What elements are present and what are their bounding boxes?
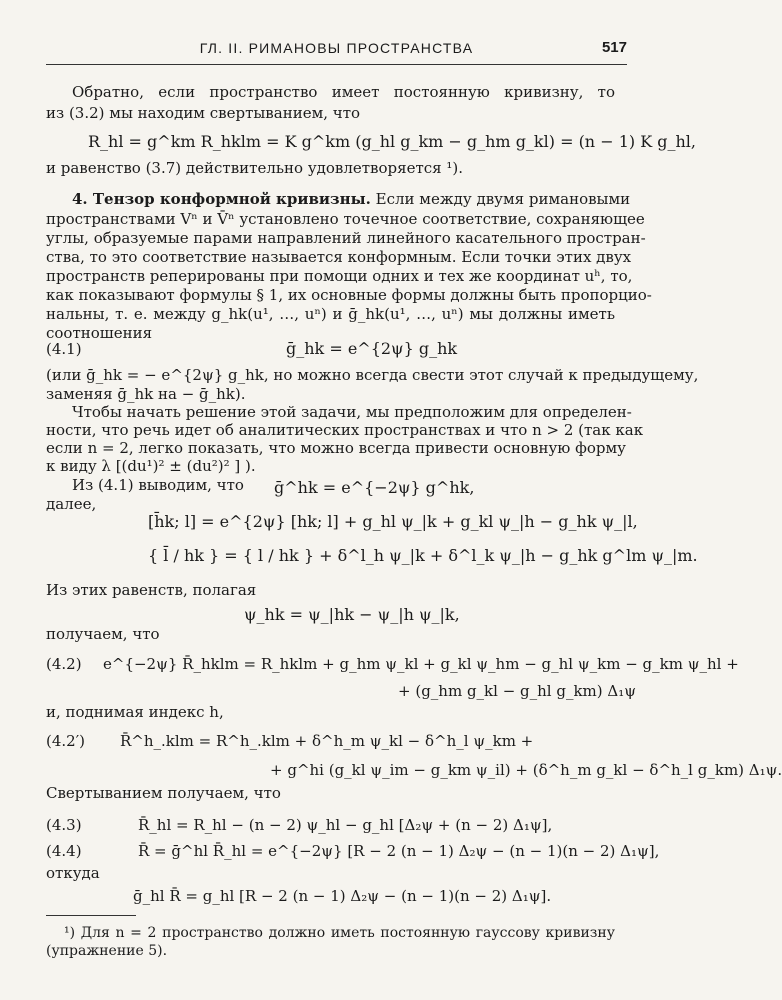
line-raise-index: и, поднимая индекс h, <box>46 703 224 721</box>
para1-line1: Обратно, если пространство имеет постоянную кривизну, то <box>72 83 615 101</box>
word-dalee: далее, <box>46 495 97 513</box>
section-line-8: соотношения <box>46 324 153 342</box>
para3-line4: к виду λ [(du¹)² ± (du²)² ] ). <box>46 457 256 475</box>
para3-line2: ности, что речь идет об аналитических пространствах и что n > 2 (так как <box>46 421 644 439</box>
equation-christoffel-first: [h̄k; l] = e^{2ψ} [hk; l] + g_hl ψ_|k + g_kl ψ_|h − g_hk ψ_|l, <box>148 512 638 531</box>
para3-line3: если n = 2, легко показать, что можно всегда привести основную форму <box>46 439 626 457</box>
section-line-2: пространствами Vⁿ и V̄ⁿ установлено точечное соответствие, сохраняющее <box>46 210 645 228</box>
line-contraction: Свертыванием получаем, что <box>46 784 281 802</box>
para1-line2: из (3.2) мы находим свертыванием, что <box>46 104 361 122</box>
eq41-number: (4.1) <box>46 340 82 358</box>
eq44-formula: R̄ = ḡ^hl R̄_hl = e^{−2ψ} [R − 2 (n − 1) Δ₂ψ − (n − 1)(n − 2) Δ₁ψ], <box>138 842 660 860</box>
section-line-7: нальны, т. е. между g_hk(u¹, …, uⁿ) и ḡ_hk(u¹, …, uⁿ) мы должны иметь <box>46 305 615 323</box>
line-from-41: Из (4.1) выводим, что <box>72 476 244 494</box>
eq42-line2: + (g_hm g_kl − g_hl g_km) Δ₁ψ <box>398 682 637 700</box>
section-line-4: ства, то это соответствие называется конформным. Если точки этих двух <box>46 248 632 266</box>
section-4-first-line <box>72 190 630 208</box>
word-otkuda: откуда <box>46 864 100 882</box>
equation-christoffel-second: { l̄ / hk } = { l / hk } + δ^l_h ψ_|k + δ^l_k ψ_|h − g_hk g^lm ψ_|m. <box>148 546 698 565</box>
eq42p-line2: + g^hi (g_kl ψ_im − g_km ψ_il) + (δ^h_m g_kl − δ^h_l g_km) Δ₁ψ. <box>270 761 782 779</box>
eq43-number: (4.3) <box>46 816 82 834</box>
page-number: 517 <box>601 39 627 56</box>
eq42p-line1: R̄^h_.klm = R^h_.klm + δ^h_m ψ_kl − δ^h_l ψ_km + <box>120 732 534 750</box>
line-from-equalities: Из этих равенств, полагая <box>46 581 257 599</box>
remark-line-1: (или ḡ_hk = − e^{2ψ} g_hk, но можно всегда свести этот случай к предыдущему, <box>46 366 699 384</box>
equation-inverse-metric: ḡ^hk = e^{−2ψ} g^hk, <box>274 478 475 497</box>
section-line-1: Если между двумя римановыми <box>375 190 631 208</box>
section-line-5: пространств реперированы при помощи одних и тех же координат uʰ, то, <box>46 267 633 285</box>
section-line-6: как показывают формулы § 1, их основные формы должны быть пропорцио- <box>46 286 652 304</box>
eq41-formula: ḡ_hk = e^{2ψ} g_hk <box>286 339 458 358</box>
footnote-line-2: (упражнение 5). <box>46 943 168 959</box>
remark-line-2: заменяя ḡ_hk на − ḡ_hk). <box>46 385 246 403</box>
equation-psi: ψ_hk = ψ_|hk − ψ_|h ψ_|k, <box>244 605 460 624</box>
para3-line1: Чтобы начать решение этой задачи, мы предположим для определен- <box>72 403 632 421</box>
eq42-number: (4.2) <box>46 655 82 673</box>
section-heading: 4. Тензор конформной кривизны. <box>72 190 371 208</box>
para2: и равенство (3.7) действительно удовлетворяется ¹). <box>46 159 464 177</box>
eq44-number: (4.4) <box>46 842 82 860</box>
eq42p-number: (4.2′) <box>46 732 85 750</box>
footnote-rule <box>46 915 136 916</box>
eq43-formula: R̄_hl = R_hl − (n − 2) ψ_hl − g_hl [Δ₂ψ + (n − 2) Δ₁ψ], <box>138 816 553 834</box>
word-poluchaem: получаем, что <box>46 625 160 643</box>
chapter-title: ГЛ. II. РИМАНОВЫ ПРОСТРАНСТВА <box>199 40 474 56</box>
running-header <box>46 38 627 65</box>
equation-final: ḡ_hl R̄ = g_hl [R − 2 (n − 1) Δ₂ψ − (n − 1)(n − 2) Δ₁ψ]. <box>133 887 552 905</box>
equation-rhl: R_hl = g^km R_hklm = K g^km (g_hl g_km − g_hm g_kl) = (n − 1) K g_hl, <box>88 132 696 151</box>
section-line-3: углы, образуемые парами направлений линейного касательного простран- <box>46 229 646 247</box>
eq42-line1: e^{−2ψ} R̄_hklm = R_hklm + g_hm ψ_kl + g_kl ψ_hm − g_hl ψ_km − g_km ψ_hl + <box>103 655 739 673</box>
footnote-line-1: ¹) Для n = 2 пространство должно иметь постоянную гауссову кривизну <box>64 925 615 941</box>
